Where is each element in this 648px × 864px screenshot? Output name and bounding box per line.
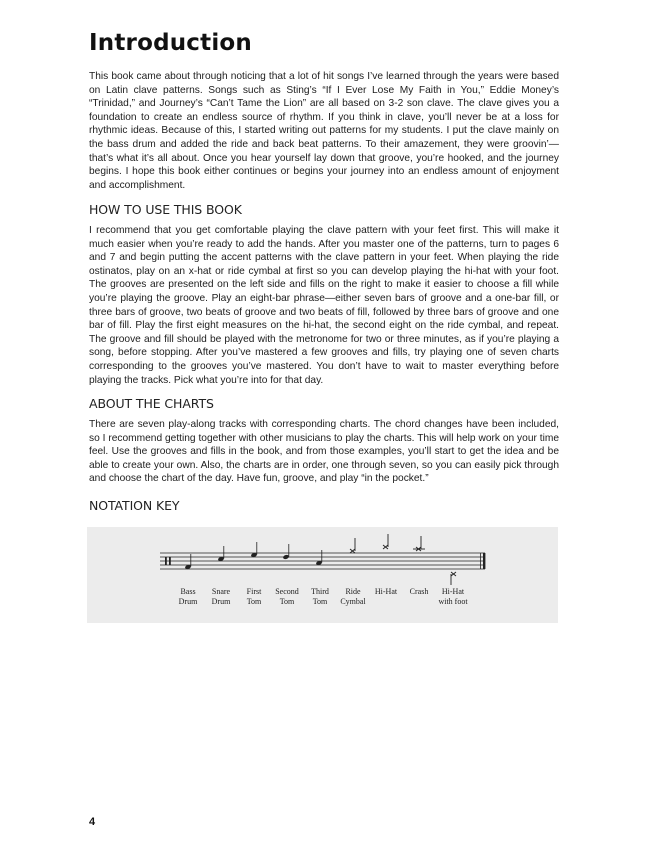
third-tom-note	[315, 550, 322, 566]
section-heading-how-to-use: HOW TO USE THIS BOOK	[89, 202, 242, 217]
hi-hat-note	[383, 534, 388, 549]
label-hi-hat-foot-line2: with foot	[438, 597, 468, 606]
label-ride-cymbal-line1: Ride	[345, 587, 361, 596]
second-tom-note	[282, 544, 289, 560]
notation-labels	[179, 587, 469, 606]
label-bass-drum-line1: Bass	[180, 587, 196, 596]
crash-note	[413, 536, 425, 551]
hi-hat-foot-note	[451, 572, 456, 585]
notation-key-figure	[87, 527, 558, 623]
bass-drum-note	[184, 554, 191, 570]
page-number: 4	[89, 816, 96, 828]
label-bass-drum-line2: Drum	[178, 597, 198, 606]
label-second-tom-line2: Tom	[279, 597, 295, 606]
staff-lines	[160, 553, 485, 569]
label-snare-drum-line2: Drum	[211, 597, 231, 606]
section-body-about-charts: There are seven play-along tracks with corresponding charts. The chord changes have been included, so I recommend getting together with other musicians to play the charts. This will help work on your time feel. Use the grooves and fills in the book, and from those examples, you’ll start to get the idea and be able to create your own. Also, the charts are in order, one through seven, so you can easily pick through and choose the chart of the day. Have fun, groove, and play “in the pocket.”	[89, 419, 559, 485]
page-title: Introduction	[89, 30, 252, 56]
notation-staff	[87, 527, 558, 623]
label-hi-hat-foot-line1: Hi-Hat	[441, 587, 465, 596]
label-snare-drum-line1: Snare	[211, 587, 231, 596]
ride-cymbal-note	[350, 538, 355, 553]
snare-drum-note	[217, 546, 224, 562]
label-hi-hat-line1: Hi-Hat	[374, 587, 398, 596]
section-heading-about-charts: ABOUT THE CHARTS	[89, 396, 214, 411]
label-third-tom-line2: Tom	[312, 597, 328, 606]
label-third-tom-line1: Third	[311, 587, 329, 596]
section-heading-notation-key: NOTATION KEY	[89, 498, 180, 513]
label-crash-line1: Crash	[409, 587, 429, 596]
first-tom-note	[250, 542, 257, 558]
intro-paragraph: This book came about through noticing that a lot of hit songs I’ve learned through the years were based on Latin clave patterns. Songs such as Sting’s “If I Ever Lose My Faith in You,” Eddie Money’s “Trinidad,” and Journey’s “Can’t Tame the Lion” are all based on 3-2 son clave. The clave gives you a foundation to create an endless source of rhythm. If you think in clave, you’ll never be at a loss for rhythmic ideas. Because of this, I started writing out patterns for my students. I put the clave mainly on the bass drum and added the ride and back beat patterns. To their amazement, they were groovin’—that’s what it’s all about. Once you hear yourself lay down that groove, you’re hooked, and the journey begins. I hope this book either continues or begins your journey into an endless amount of enjoyment and accomplishment.	[89, 71, 559, 191]
label-ride-cymbal-line2: Cymbal	[340, 597, 366, 606]
section-body-how-to-use: I recommend that you get comfortable playing the clave pattern with your feet first. This will make it much easier when you’re ready to add the hands. After you master one of the patterns, turn to pages 6 and 7 and begin putting the accent patterns with the clave pattern in your feet. When playing the ride ostinatos, play on an x-hat or ride cymbal at first so you can develop playing the hi-hat with your foot. The grooves are presented on the left side and fills on the right to make it easier to choose a fill while you’re playing the groove. Play an eight-bar phrase—either seven bars of groove and a one-bar fill, or three bars of groove, two beats of groove and two beats of fill, followed by three bars of groove and one bar of fill. Play the first eight measures on the hi-hat, the second eight on the ride cymbal, and repeat. The groove and fill should be played with the metronome for two or three minutes, as if you’re playing a song, before stopping. After you’ve mastered a few grooves and fills, try playing one of seven charts corresponding to the grooves you’ve mastered. You don’t have to wait to master everything before playing the tracks. Pick what you’re into for that day.	[89, 225, 559, 386]
label-first-tom-line2: Tom	[246, 597, 262, 606]
label-second-tom-line1: Second	[275, 587, 299, 596]
label-first-tom-line1: First	[246, 587, 262, 596]
